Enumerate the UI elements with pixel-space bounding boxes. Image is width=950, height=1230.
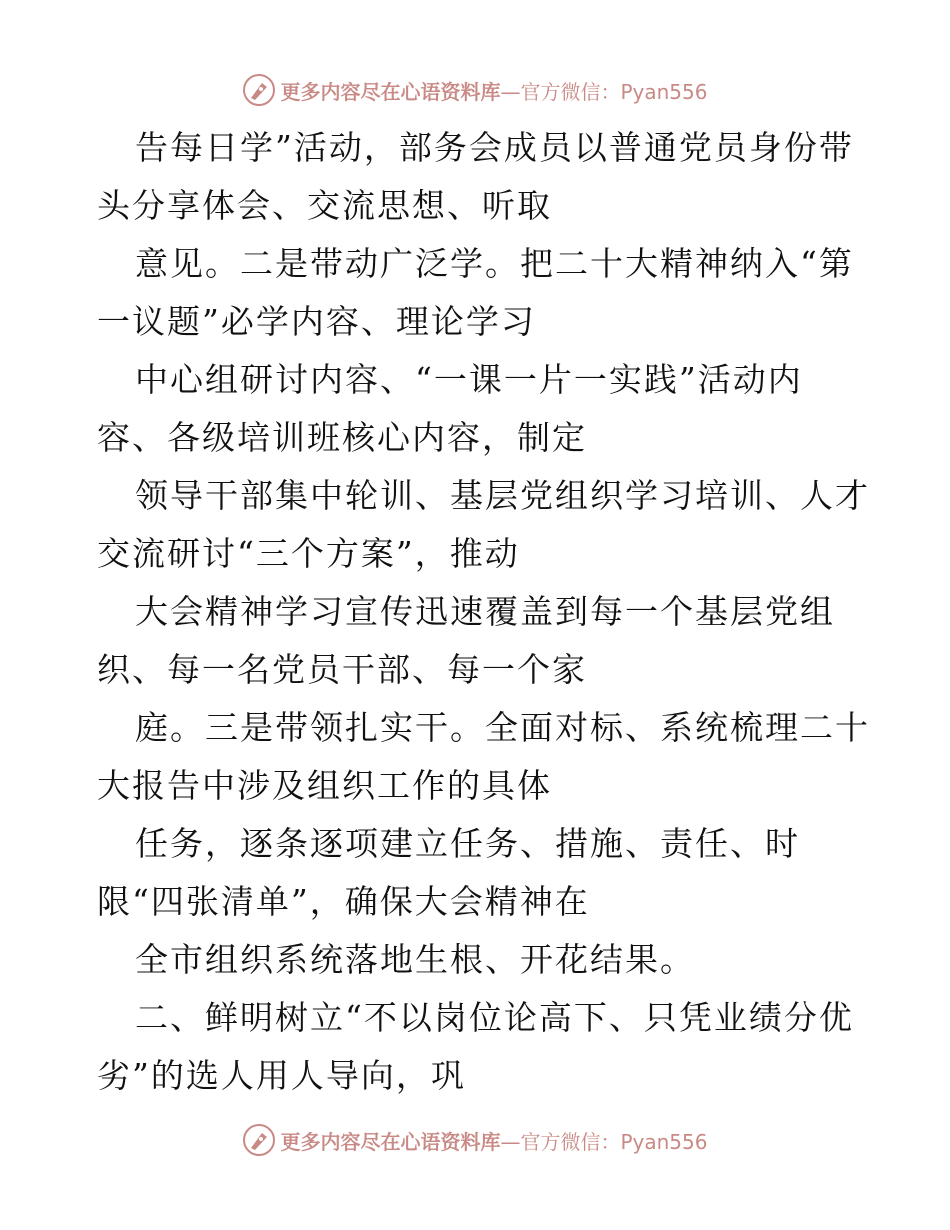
text-line: 大会精神学习宣传迅速覆盖到每一个基层党组	[135, 592, 835, 631]
text-line: 劣”的选人用人导向，巩	[97, 1056, 466, 1095]
text-line: 任务，逐条逐项建立任务、措施、责任、时	[135, 824, 800, 863]
watermark-sub-text: —官方微信：Pyan556	[500, 1129, 708, 1154]
text-line: 交流研讨“三个方案”，推动	[97, 534, 520, 573]
document-body	[97, 119, 887, 1105]
text-line: 大报告中涉及组织工作的具体	[97, 766, 552, 805]
text-line: 中心组研讨内容、“一课一片一实践”活动内	[135, 360, 803, 399]
text-line: 全市组织系统落地生根、开花结果。	[135, 940, 695, 979]
watermark-main-text: 更多内容尽在心语资料库	[280, 1129, 501, 1154]
pen-nib-logo-icon	[242, 73, 276, 107]
pen-nib-logo-icon	[242, 1123, 276, 1157]
text-line: 意见。二是带动广泛学。把二十大精神纳入“第	[135, 244, 854, 283]
text-line: 一议题”必学内容、理论学习	[97, 302, 536, 341]
text-line: 织、每一名党员干部、每一个家	[97, 650, 587, 689]
text-line: 头分享体会、交流思想、听取	[97, 186, 552, 225]
text-line: 领导干部集中轮训、基层党组织学习培训、人才	[135, 476, 870, 515]
text-line: 二、鲜明树立“不以岗位论高下、只凭业绩分优	[135, 998, 854, 1037]
text-line: 庭。三是带领扎实干。全面对标、系统梳理二十	[135, 708, 870, 747]
text-line: 容、各级培训班核心内容，制定	[97, 418, 587, 457]
text-line: 告每日学”活动，部务会成员以普通党员身份带	[135, 128, 854, 167]
header-watermark	[0, 70, 950, 110]
footer-watermark	[0, 1120, 950, 1160]
text-line: 限“四张清单”，确保大会精神在	[97, 882, 590, 921]
watermark-main-text: 更多内容尽在心语资料库	[280, 79, 501, 104]
watermark-sub-text: —官方微信：Pyan556	[500, 79, 708, 104]
